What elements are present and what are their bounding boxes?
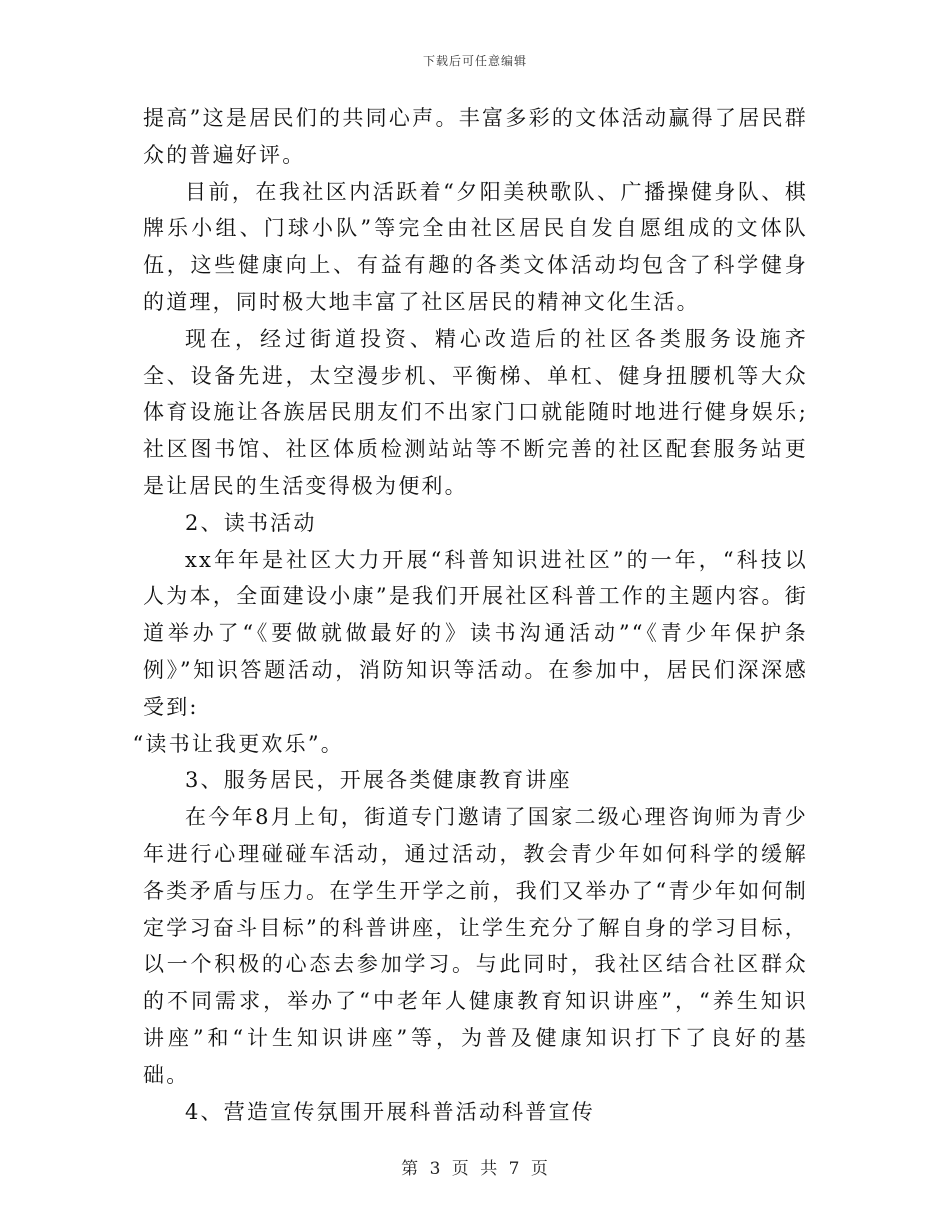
paragraph-culture-teams: 目前，在我社区内活跃着“夕阳美秧歌队、广播操健身队、棋牌乐小组、门球小队”等完全由社区居民自发自愿组成的文体队伍，这些健康向上、有益有趣的各类文体活动均包含了科学健身的道理，同时极大地丰富了社区居民的精神文化生活。 — [143, 179, 808, 314]
paragraph-health-lectures: 在今年8月上旬，街道专门邀请了国家二级心理咨询师为青少年进行心理碰碰车活动，通过活动，教会青少年如何科学的缓解各类矛盾与压力。在学生开学之前，我们又举办了“青少年如何制定学习奋斗目标”的科普讲座，让学生充分了解自身的学习目标，以一个积极的心态去参加学习。与此同时，我社区结合社区群众的不同需求，举办了“中老年人健康教育知识讲座”，“养生知识讲座”和“计生知识讲座”等，为普及健康知识打下了良好的基础。 — [143, 805, 808, 1087]
document-body — [132, 100, 808, 1130]
page-number-footer: 第 3 页 共 7 页 — [401, 1159, 549, 1179]
page-header-note: 下载后可任意编辑 — [422, 54, 527, 68]
paragraph-facilities: 现在，经过街道投资、精心改造后的社区各类服务设施齐全、设备先进，太空漫步机、平衡梯、单杠、健身扭腰机等大众体育设施让各族居民朋友们不出家门口就能随时地进行健身娱乐;社区图书馆、社区体质检测站站等不断完善的社区配套服务站更是让居民的生活变得极为便利。 — [143, 326, 808, 498]
section-heading-reading: 2、读书活动 — [185, 510, 317, 535]
paragraph-continuation: 提高”这是居民们的共同心声。丰富多彩的文体活动赢得了居民群众的普遍好评。 — [143, 106, 808, 167]
paragraph-reading-quote: “读书让我更欢乐”。 — [132, 731, 344, 756]
section-heading-health-lectures: 3、服务居民，开展各类健康教育讲座 — [185, 768, 572, 793]
paragraph-reading-activities: xx年年是社区大力开展“科普知识进社区”的一年，“科技以人为本，全面建设小康”是我们开展社区科普工作的主题内容。街道举办了“《要做就做最好的》读书沟通活动”“《青少年保护条例》”知识答题活动，消防知识等活动。在参加中，居民们深深感受到: — [143, 547, 808, 719]
section-heading-publicity: 4、营造宣传氛围开展科普活动科普宣传 — [185, 1099, 595, 1124]
